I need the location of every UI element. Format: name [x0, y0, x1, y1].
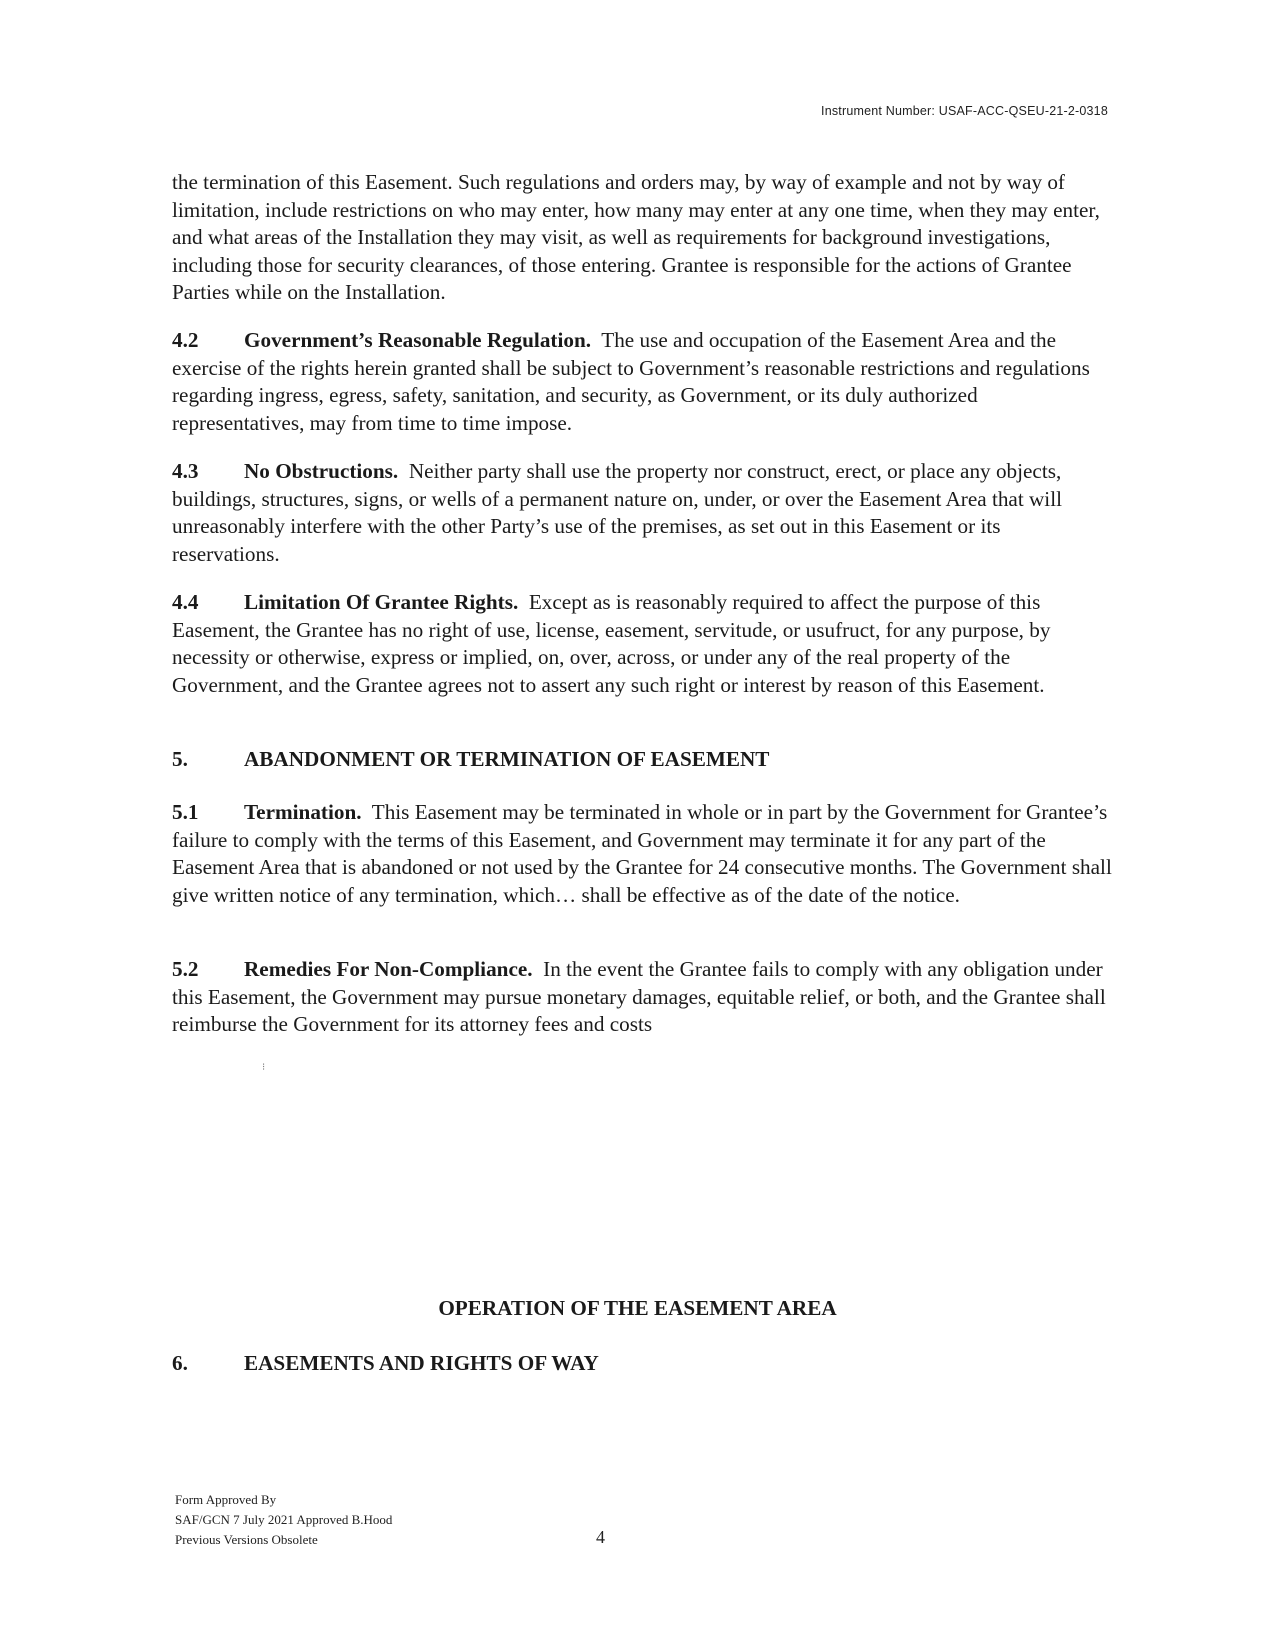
section-title: Government’s Reasonable Regulation.	[244, 328, 592, 352]
section-number: 5.1	[172, 800, 199, 824]
heading-number: 6.	[172, 1351, 188, 1375]
heading-title: EASEMENTS AND RIGHTS OF WAY	[244, 1351, 599, 1375]
intro-paragraph	[172, 169, 1112, 307]
instrument-number: Instrument Number: USAF-ACC-QSEU-21-2-0318	[821, 104, 1108, 118]
section-number: 4.2	[172, 328, 199, 352]
footer-line: Form Approved By	[175, 1492, 277, 1507]
footer-line: Previous Versions Obsolete	[175, 1532, 318, 1547]
intro-text: the termination of this Easement. Such regulations and orders may, by way of example and not by way of limitation, include restrictions on who may enter, how many may enter at any one time, when they may enter, and what areas of the Installation they may visit, as well as requirements for background investigations, including those for security clearances, of those entering. Grantee is responsible for the actions of Grantee Parties while on the Installation.	[172, 170, 1100, 304]
section-title: No Obstructions.	[244, 459, 399, 483]
section-5-1	[172, 799, 1112, 909]
section-4-4	[172, 589, 1112, 699]
section-number: 4.3	[172, 459, 199, 483]
section-title: Termination.	[244, 800, 362, 824]
section-text: The use and occupation of the Easement Area and the exercise of the rights herein granted shall be subject to Government’s reasonable restrictions and regulations regarding ingress, egress, safety, sanitation, and security, as Government, or its duly authorized representatives, may from time to time impose.	[172, 328, 1090, 435]
section-6-heading	[172, 1350, 1112, 1378]
section-4-3	[172, 458, 1112, 568]
operation-heading: OPERATION OF THE EASEMENT AREA	[438, 1296, 837, 1320]
page-number: 4	[596, 1527, 605, 1547]
form-footer	[175, 1490, 392, 1550]
section-number: 5.2	[172, 957, 199, 981]
section-text: Neither party shall use the property nor construct, erect, or place any objects, buildings, structures, signs, or wells of a permanent nature on, under, or over the Easement Area that will unreasonably interfere with the other Party’s use of the premises, as set out in this Easement or its reservations.	[172, 459, 1062, 566]
section-title: Remedies For Non-Compliance.	[244, 957, 533, 981]
section-text: In the event the Grantee fails to comply with any obligation under this Easement, the Government may pursue monetary damages, equitable relief, or both, and the Grantee shall reimburse the Government for its attorney fees and costs	[172, 957, 1106, 1036]
section-number: 4.4	[172, 590, 199, 614]
heading-number: 5.	[172, 747, 188, 771]
section-4-2	[172, 327, 1112, 437]
section-5-heading	[172, 746, 1112, 774]
footer-line: SAF/GCN 7 July 2021 Approved B.Hood	[175, 1512, 393, 1527]
heading-title: ABANDONMENT OR TERMINATION OF EASEMENT	[244, 747, 770, 771]
section-text: This Easement may be terminated in whole or in part by the Government for Grantee’s failure to comply with the terms of this Easement, and Government may terminate it for any part of the Easement Area that is abandoned or not used by the Grantee for 24 consecutive months. The Government shall give written notice of any termination, which… shall be effective as of the date of the notice.	[172, 800, 1112, 907]
scan-speck: ⁝	[262, 1062, 266, 1073]
section-text: Except as is reasonably required to affect the purpose of this Easement, the Grantee has no right of use, license, easement, servitude, or usufruct, for any purpose, by necessity or otherwise, express or implied, on, over, across, or under any of the real property of the Government, and the Grantee agrees not to assert any such right or interest by reason of this Easement.	[172, 590, 1051, 697]
section-5-2	[172, 956, 1112, 1039]
section-title: Limitation Of Grantee Rights.	[244, 590, 519, 614]
